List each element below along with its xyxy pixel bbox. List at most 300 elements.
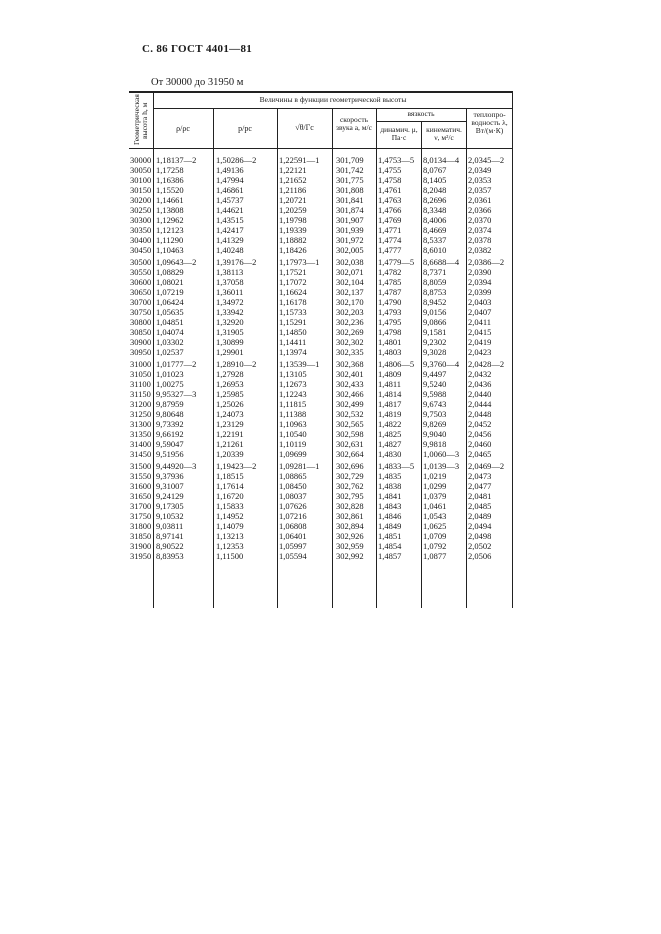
thermal-conductivity-value: 2,0419 bbox=[468, 337, 492, 347]
sound-speed-value: 301,907 bbox=[336, 215, 364, 225]
kin-viscosity-value: 9,3760—4 bbox=[423, 359, 460, 369]
dyn-viscosity-value: 1,4769 bbox=[378, 215, 402, 225]
sound-speed-value: 302,071 bbox=[336, 267, 364, 277]
pressure-ratio-value: 1,32920 bbox=[216, 317, 244, 327]
kin-viscosity-value: 9,9818 bbox=[423, 439, 447, 449]
pressure-ratio-value: 1,21261 bbox=[216, 439, 244, 449]
kin-viscosity-value: 8,0767 bbox=[423, 165, 447, 175]
thermal-conductivity-value: 2,0403 bbox=[468, 297, 492, 307]
dyn-viscosity-value: 1,4806—5 bbox=[378, 359, 415, 369]
pressure-ratio-value: 1,39176—2 bbox=[216, 257, 257, 267]
altitude-value: 31250 bbox=[130, 409, 152, 419]
thermal-conductivity-value: 2,0382 bbox=[468, 245, 492, 255]
thermal-conductivity-value: 2,0448 bbox=[468, 409, 492, 419]
sqrt-value: 1,10963 bbox=[279, 419, 307, 429]
kin-viscosity-value: 8,2696 bbox=[423, 195, 447, 205]
thermal-conductivity-value: 2,0345—2 bbox=[468, 155, 505, 165]
sqrt-value: 1,09281—1 bbox=[279, 461, 320, 471]
sound-speed-value: 302,170 bbox=[336, 297, 364, 307]
sound-speed-value: 302,795 bbox=[336, 491, 364, 501]
kin-viscosity-value: 9,3028 bbox=[423, 347, 447, 357]
sqrt-value: 1,17973—1 bbox=[279, 257, 320, 267]
sqrt-value: 1,22591—1 bbox=[279, 155, 320, 165]
pressure-ratio-value: 1,28910—2 bbox=[216, 359, 257, 369]
col-rule bbox=[512, 91, 513, 608]
kin-viscosity-value: 8,0134—4 bbox=[423, 155, 460, 165]
thermal-conductivity-value: 2,0489 bbox=[468, 511, 492, 521]
dyn-viscosity-value: 1,4795 bbox=[378, 317, 402, 327]
dyn-viscosity-header: динамич. μ, Па·с bbox=[380, 125, 418, 142]
pressure-ratio-value: 1,13213 bbox=[216, 531, 244, 541]
dyn-viscosity-value: 1,4790 bbox=[378, 297, 402, 307]
pressure-ratio-value: 1,18515 bbox=[216, 471, 244, 481]
pressure-ratio-value: 1,30899 bbox=[216, 337, 244, 347]
dyn-viscosity-value: 1,4798 bbox=[378, 327, 402, 337]
col-rule bbox=[376, 108, 377, 608]
dyn-viscosity-value: 1,4761 bbox=[378, 185, 402, 195]
thermal-conductivity-value: 2,0456 bbox=[468, 429, 492, 439]
pressure-ratio-value: 1,12353 bbox=[216, 541, 244, 551]
sound-speed-value: 301,939 bbox=[336, 225, 364, 235]
sound-speed-value: 302,401 bbox=[336, 369, 364, 379]
sound-speed-value: 302,466 bbox=[336, 389, 364, 399]
sqrt-value: 1,16178 bbox=[279, 297, 307, 307]
dyn-viscosity-value: 1,4841 bbox=[378, 491, 402, 501]
col-rule bbox=[466, 108, 467, 608]
sound-speed-value: 301,808 bbox=[336, 185, 364, 195]
thermal-conductivity-value: 2,0386—2 bbox=[468, 257, 505, 267]
altitude-value: 30300 bbox=[130, 215, 152, 225]
kin-viscosity-value: 1,0060—3 bbox=[423, 449, 460, 459]
dyn-viscosity-value: 1,4785 bbox=[378, 277, 402, 287]
sound-speed-value: 302,433 bbox=[336, 379, 364, 389]
thermal-conductivity-value: 2,0370 bbox=[468, 215, 492, 225]
altitude-value: 30000 bbox=[130, 155, 152, 165]
sqrt-value: 1,17072 bbox=[279, 277, 307, 287]
density-ratio-value: 1,02537 bbox=[156, 347, 184, 357]
altitude-value: 30450 bbox=[130, 245, 152, 255]
density-ratio-value: 1,04851 bbox=[156, 317, 184, 327]
kin-viscosity-value: 9,8269 bbox=[423, 419, 447, 429]
kin-viscosity-value: 9,0156 bbox=[423, 307, 447, 317]
sqrt-value: 1,06401 bbox=[279, 531, 307, 541]
sqrt-value: 1,21652 bbox=[279, 175, 307, 185]
kin-viscosity-value: 8,6010 bbox=[423, 245, 447, 255]
pressure-ratio-value: 1,33942 bbox=[216, 307, 244, 317]
density-ratio-value: 1,16386 bbox=[156, 175, 184, 185]
pressure-ratio-value: 1,34972 bbox=[216, 297, 244, 307]
sound-speed-value: 302,499 bbox=[336, 399, 364, 409]
dyn-viscosity-value: 1,4787 bbox=[378, 287, 402, 297]
sqrt-value: 1,08037 bbox=[279, 491, 307, 501]
kin-viscosity-value: 8,4669 bbox=[423, 225, 447, 235]
dyn-viscosity-value: 1,4819 bbox=[378, 409, 402, 419]
kin-viscosity-value: 8,5337 bbox=[423, 235, 447, 245]
pressure-ratio-value: 1,45737 bbox=[216, 195, 244, 205]
kin-viscosity-value: 8,8753 bbox=[423, 287, 447, 297]
col-rule bbox=[277, 108, 278, 608]
sound-speed-value: 302,926 bbox=[336, 531, 364, 541]
dyn-viscosity-value: 1,4809 bbox=[378, 369, 402, 379]
density-ratio-value: 1,10463 bbox=[156, 245, 184, 255]
dyn-viscosity-value: 1,4835 bbox=[378, 471, 402, 481]
pressure-ratio-value: 1,47994 bbox=[216, 175, 244, 185]
thermal-conductivity-value: 2,0428—2 bbox=[468, 359, 505, 369]
density-ratio-value: 1,08829 bbox=[156, 267, 184, 277]
altitude-value: 30950 bbox=[130, 347, 152, 357]
thermal-conductivity-value: 2,0473 bbox=[468, 471, 492, 481]
thermal-conductivity-value: 2,0399 bbox=[468, 287, 492, 297]
sound-speed-value: 302,532 bbox=[336, 409, 364, 419]
kin-viscosity-value: 9,5240 bbox=[423, 379, 447, 389]
sqrt-value: 1,06808 bbox=[279, 521, 307, 531]
altitude-value: 31750 bbox=[130, 511, 152, 521]
altitude-value: 30400 bbox=[130, 235, 152, 245]
dyn-viscosity-value: 1,4854 bbox=[378, 541, 402, 551]
sound-speed-value: 301,874 bbox=[336, 205, 364, 215]
dyn-viscosity-value: 1,4782 bbox=[378, 267, 402, 277]
altitude-value: 31850 bbox=[130, 531, 152, 541]
dyn-viscosity-value: 1,4822 bbox=[378, 419, 402, 429]
kin-viscosity-value: 8,6688—4 bbox=[423, 257, 460, 267]
pressure-ratio-value: 1,27928 bbox=[216, 369, 244, 379]
atmosphere-table bbox=[129, 91, 513, 608]
sound-speed-value: 301,775 bbox=[336, 175, 364, 185]
thermal-conductivity-value: 2,0498 bbox=[468, 531, 492, 541]
altitude-value: 30700 bbox=[130, 297, 152, 307]
sqrt-value: 1,10540 bbox=[279, 429, 307, 439]
pressure-ratio-value: 1,14079 bbox=[216, 521, 244, 531]
altitude-value: 31200 bbox=[130, 399, 152, 409]
sqrt-value: 1,20721 bbox=[279, 195, 307, 205]
density-ratio-value: 1,05635 bbox=[156, 307, 184, 317]
kin-viscosity-value: 8,8059 bbox=[423, 277, 447, 287]
thermal-conductivity-value: 2,0440 bbox=[468, 389, 492, 399]
altitude-value: 30900 bbox=[130, 337, 152, 347]
pressure-ratio-value: 1,11500 bbox=[216, 551, 244, 561]
dyn-viscosity-value: 1,4817 bbox=[378, 399, 402, 409]
kin-viscosity-value: 8,3348 bbox=[423, 205, 447, 215]
density-ratio-value: 9,51956 bbox=[156, 449, 184, 459]
sound-speed-value: 302,598 bbox=[336, 429, 364, 439]
pressure-ratio-value: 1,29901 bbox=[216, 347, 244, 357]
thermal-conductivity-value: 2,0436 bbox=[468, 379, 492, 389]
altitude-value: 31350 bbox=[130, 429, 152, 439]
pressure-ratio-value: 1,37058 bbox=[216, 277, 244, 287]
sqrt-value: 1,18426 bbox=[279, 245, 307, 255]
pressure-ratio-value: 1,14952 bbox=[216, 511, 244, 521]
table-top-rule bbox=[129, 91, 513, 93]
pressure-ratio-value: 1,17614 bbox=[216, 481, 244, 491]
altitude-value: 30100 bbox=[130, 175, 152, 185]
dyn-viscosity-value: 1,4825 bbox=[378, 429, 402, 439]
density-ratio-value: 1,11290 bbox=[156, 235, 184, 245]
density-ratio-value: 1,07219 bbox=[156, 287, 184, 297]
sound-speed-value: 302,861 bbox=[336, 511, 364, 521]
kin-viscosity-value: 9,0866 bbox=[423, 317, 447, 327]
pressure-ratio-value: 1,16720 bbox=[216, 491, 244, 501]
sound-speed-value: 302,104 bbox=[336, 277, 364, 287]
pressure-ratio-value: 1,23129 bbox=[216, 419, 244, 429]
dyn-viscosity-value: 1,4827 bbox=[378, 439, 402, 449]
kin-viscosity-value: 8,7371 bbox=[423, 267, 447, 277]
sound-speed-value: 302,302 bbox=[336, 337, 364, 347]
sqrt-value: 1,05594 bbox=[279, 551, 307, 561]
thermal-conductivity-value: 2,0423 bbox=[468, 347, 492, 357]
col-rule bbox=[153, 91, 154, 608]
sqrt-value: 1,20259 bbox=[279, 205, 307, 215]
pressure-ratio-value: 1,20339 bbox=[216, 449, 244, 459]
density-ratio-value: 1,01777—2 bbox=[156, 359, 197, 369]
density-ratio-value: 9,03811 bbox=[156, 521, 184, 531]
sound-speed-value: 301,972 bbox=[336, 235, 364, 245]
kin-viscosity-value: 1,0625 bbox=[423, 521, 447, 531]
altitude-value: 31050 bbox=[130, 369, 152, 379]
pressure-ratio-value: 1,44621 bbox=[216, 205, 244, 215]
sqrt-value: 1,18882 bbox=[279, 235, 307, 245]
density-ratio-value: 1,04074 bbox=[156, 327, 184, 337]
sound-speed-value: 302,203 bbox=[336, 307, 364, 317]
dyn-viscosity-value: 1,4758 bbox=[378, 175, 402, 185]
sqrt-value: 1,07216 bbox=[279, 511, 307, 521]
altitude-value: 31100 bbox=[130, 379, 151, 389]
sound-speed-value: 302,696 bbox=[336, 461, 364, 471]
dyn-viscosity-value: 1,4763 bbox=[378, 195, 402, 205]
kin-viscosity-value: 1,0299 bbox=[423, 481, 447, 491]
sound-speed-value: 302,664 bbox=[336, 449, 364, 459]
thermal-conductivity-value: 2,0452 bbox=[468, 419, 492, 429]
dyn-viscosity-value: 1,4803 bbox=[378, 347, 402, 357]
pressure-ratio-value: 1,36011 bbox=[216, 287, 244, 297]
density-ratio-value: 1,12962 bbox=[156, 215, 184, 225]
thermal-conductivity-value: 2,0390 bbox=[468, 267, 492, 277]
sqrt-value: 1,21186 bbox=[279, 185, 307, 195]
thermal-conductivity-value: 2,0378 bbox=[468, 235, 492, 245]
dyn-viscosity-value: 1,4771 bbox=[378, 225, 402, 235]
density-ratio-value: 1,14661 bbox=[156, 195, 184, 205]
pressure-ratio-value: 1,41329 bbox=[216, 235, 244, 245]
group-header-rule bbox=[153, 108, 513, 109]
dyn-viscosity-value: 1,4777 bbox=[378, 245, 402, 255]
altitude-value: 30500 bbox=[130, 257, 152, 267]
sound-speed-value: 302,959 bbox=[336, 541, 364, 551]
pressure-ratio-value: 1,42417 bbox=[216, 225, 244, 235]
sound-speed-value: 302,335 bbox=[336, 347, 364, 357]
sound-speed-value: 302,038 bbox=[336, 257, 364, 267]
sound-speed-value: 302,631 bbox=[336, 439, 364, 449]
density-ratio-value: 9,87959 bbox=[156, 399, 184, 409]
dyn-viscosity-value: 1,4801 bbox=[378, 337, 402, 347]
thermal-conductivity-value: 2,0366 bbox=[468, 205, 492, 215]
density-ratio-value: 9,44920—3 bbox=[156, 461, 197, 471]
col-rule bbox=[213, 108, 214, 608]
sound-speed-value: 301,841 bbox=[336, 195, 364, 205]
thermal-conductivity-value: 2,0506 bbox=[468, 551, 492, 561]
density-ratio-value: 9,17305 bbox=[156, 501, 184, 511]
thermal-conductivity-value: 2,0469—2 bbox=[468, 461, 505, 471]
kin-viscosity-value: 8,1405 bbox=[423, 175, 447, 185]
altitude-value: 31600 bbox=[130, 481, 152, 491]
density-ratio-value: 1,15520 bbox=[156, 185, 184, 195]
pressure-ratio-value: 1,43515 bbox=[216, 215, 244, 225]
density-ratio-value: 9,95327—3 bbox=[156, 389, 197, 399]
density-ratio-value: 1,17258 bbox=[156, 165, 184, 175]
density-ratio-value: 8,83953 bbox=[156, 551, 184, 561]
density-ratio-value: 1,03302 bbox=[156, 337, 184, 347]
pressure-ratio-value: 1,25026 bbox=[216, 399, 244, 409]
dyn-viscosity-value: 1,4793 bbox=[378, 307, 402, 317]
sound-speed-value: 302,762 bbox=[336, 481, 364, 491]
altitude-value: 30150 bbox=[130, 185, 152, 195]
dyn-viscosity-value: 1,4779—5 bbox=[378, 257, 415, 267]
thermal-conductivity-value: 2,0444 bbox=[468, 399, 492, 409]
dyn-viscosity-value: 1,4830 bbox=[378, 449, 402, 459]
pressure-ratio-value: 1,24073 bbox=[216, 409, 244, 419]
density-ratio-value: 1,01023 bbox=[156, 369, 184, 379]
density-ratio-value: 1,12123 bbox=[156, 225, 184, 235]
kin-viscosity-header: кинематич. ν, м²/с bbox=[426, 125, 462, 142]
altitude-value: 30600 bbox=[130, 277, 152, 287]
thermal-conductivity-value: 2,0357 bbox=[468, 185, 492, 195]
altitude-value: 31450 bbox=[130, 449, 152, 459]
sqrt-value: 1,16624 bbox=[279, 287, 307, 297]
altitude-value: 31550 bbox=[130, 471, 152, 481]
altitude-value: 30750 bbox=[130, 307, 152, 317]
density-ratio-value: 8,90522 bbox=[156, 541, 184, 551]
pressure-ratio-value: 1,46861 bbox=[216, 185, 244, 195]
thermal-conductivity-value: 2,0465 bbox=[468, 449, 492, 459]
thermal-conductivity-value: 2,0361 bbox=[468, 195, 492, 205]
page-header: С. 86 ГОСТ 4401—81 bbox=[142, 43, 253, 55]
col-rule bbox=[332, 108, 333, 608]
sound-speed-header: скорость звука a, м/с bbox=[336, 115, 372, 132]
altitude-value: 30250 bbox=[130, 205, 152, 215]
kin-viscosity-value: 1,0543 bbox=[423, 511, 447, 521]
density-ratio-value: 9,31007 bbox=[156, 481, 184, 491]
density-ratio-value: 9,66192 bbox=[156, 429, 184, 439]
header-bottom-rule bbox=[129, 148, 513, 149]
sound-speed-value: 301,709 bbox=[336, 155, 364, 165]
dyn-viscosity-value: 1,4857 bbox=[378, 551, 402, 561]
sqrt-value: 1,17521 bbox=[279, 267, 307, 277]
kin-viscosity-value: 9,5988 bbox=[423, 389, 447, 399]
density-ratio-value: 1,00275 bbox=[156, 379, 184, 389]
sqrt-value: 1,19798 bbox=[279, 215, 307, 225]
sqrt-value: 1,07626 bbox=[279, 501, 307, 511]
kin-viscosity-value: 1,0139—3 bbox=[423, 461, 460, 471]
thermal-conductivity-header: теплопро-водность λ, Вт/(м·К) bbox=[471, 110, 508, 135]
density-ratio-value: 9,10532 bbox=[156, 511, 184, 521]
sqrt-value: 1,15291 bbox=[279, 317, 307, 327]
altitude-value: 30550 bbox=[130, 267, 152, 277]
dyn-viscosity-value: 1,4774 bbox=[378, 235, 402, 245]
kin-viscosity-value: 9,6743 bbox=[423, 399, 447, 409]
sound-speed-value: 302,236 bbox=[336, 317, 364, 327]
dyn-viscosity-value: 1,4843 bbox=[378, 501, 402, 511]
dyn-viscosity-value: 1,4814 bbox=[378, 389, 402, 399]
kin-viscosity-value: 9,9040 bbox=[423, 429, 447, 439]
kin-viscosity-value: 9,1581 bbox=[423, 327, 447, 337]
sqrt-value: 1,11388 bbox=[279, 409, 307, 419]
pressure-ratio-value: 1,40248 bbox=[216, 245, 244, 255]
col-rule bbox=[421, 121, 422, 608]
altitude-header: Геометрическая высота h, м bbox=[132, 94, 149, 145]
thermal-conductivity-value: 2,0374 bbox=[468, 225, 492, 235]
density-ratio-value: 9,73392 bbox=[156, 419, 184, 429]
thermal-conductivity-value: 2,0432 bbox=[468, 369, 492, 379]
altitude-value: 30850 bbox=[130, 327, 152, 337]
pressure-ratio-value: 1,22191 bbox=[216, 429, 244, 439]
sqrt-value: 1,14850 bbox=[279, 327, 307, 337]
altitude-value: 31400 bbox=[130, 439, 152, 449]
thermal-conductivity-value: 2,0494 bbox=[468, 521, 492, 531]
dyn-viscosity-value: 1,4755 bbox=[378, 165, 402, 175]
kin-viscosity-value: 9,4497 bbox=[423, 369, 447, 379]
altitude-value: 30650 bbox=[130, 287, 152, 297]
kin-viscosity-value: 1,0219 bbox=[423, 471, 447, 481]
kin-viscosity-value: 9,7503 bbox=[423, 409, 447, 419]
dyn-viscosity-value: 1,4766 bbox=[378, 205, 402, 215]
thermal-conductivity-value: 2,0394 bbox=[468, 277, 492, 287]
sqrt-value: 1,10119 bbox=[279, 439, 307, 449]
pressure-ratio-value: 1,49136 bbox=[216, 165, 244, 175]
pressure-ratio-value: 1,26953 bbox=[216, 379, 244, 389]
density-ratio-value: 1,06424 bbox=[156, 297, 184, 307]
sound-speed-value: 302,894 bbox=[336, 521, 364, 531]
density-ratio-value: 1,18137—2 bbox=[156, 155, 197, 165]
pressure-ratio-value: 1,15833 bbox=[216, 501, 244, 511]
sound-speed-value: 302,137 bbox=[336, 287, 364, 297]
altitude-value: 30050 bbox=[130, 165, 152, 175]
altitude-value: 31700 bbox=[130, 501, 152, 511]
density-ratio-value: 9,24129 bbox=[156, 491, 184, 501]
thermal-conductivity-value: 2,0481 bbox=[468, 491, 492, 501]
viscosity-header: вязкость bbox=[407, 109, 435, 118]
altitude-value: 31300 bbox=[130, 419, 152, 429]
density-ratio-value: 1,09643—2 bbox=[156, 257, 197, 267]
thermal-conductivity-value: 2,0407 bbox=[468, 307, 492, 317]
kin-viscosity-value: 1,0461 bbox=[423, 501, 447, 511]
pressure-ratio-value: 1,50286—2 bbox=[216, 155, 257, 165]
dyn-viscosity-value: 1,4753—5 bbox=[378, 155, 415, 165]
sound-speed-value: 302,269 bbox=[336, 327, 364, 337]
sound-speed-value: 302,565 bbox=[336, 419, 364, 429]
range-caption: От 30000 до 31950 м bbox=[151, 77, 244, 88]
sound-speed-value: 302,005 bbox=[336, 245, 364, 255]
sqrt-value: 1,09699 bbox=[279, 449, 307, 459]
sound-speed-value: 302,729 bbox=[336, 471, 364, 481]
thermal-conductivity-value: 2,0460 bbox=[468, 439, 492, 449]
group-header: Величины в функции геометрической высоты bbox=[259, 95, 407, 104]
dyn-viscosity-value: 1,4833—5 bbox=[378, 461, 415, 471]
thermal-conductivity-value: 2,0502 bbox=[468, 541, 492, 551]
pressure-ratio-value: 1,38113 bbox=[216, 267, 244, 277]
dyn-viscosity-value: 1,4849 bbox=[378, 521, 402, 531]
pressure-ratio-value: 1,25985 bbox=[216, 389, 244, 399]
altitude-value: 31800 bbox=[130, 521, 152, 531]
kin-viscosity-value: 9,2302 bbox=[423, 337, 447, 347]
pressure-ratio-value: 1,31905 bbox=[216, 327, 244, 337]
sound-speed-value: 302,828 bbox=[336, 501, 364, 511]
altitude-value: 30350 bbox=[130, 225, 152, 235]
density-ratio-value: 9,59047 bbox=[156, 439, 184, 449]
sqrt-value: 1,11815 bbox=[279, 399, 307, 409]
sqrt-value: 1,19339 bbox=[279, 225, 307, 235]
sqrt-value: 1,22121 bbox=[279, 165, 307, 175]
altitude-value: 31150 bbox=[130, 389, 151, 399]
altitude-value: 31900 bbox=[130, 541, 152, 551]
altitude-value: 31650 bbox=[130, 491, 152, 501]
